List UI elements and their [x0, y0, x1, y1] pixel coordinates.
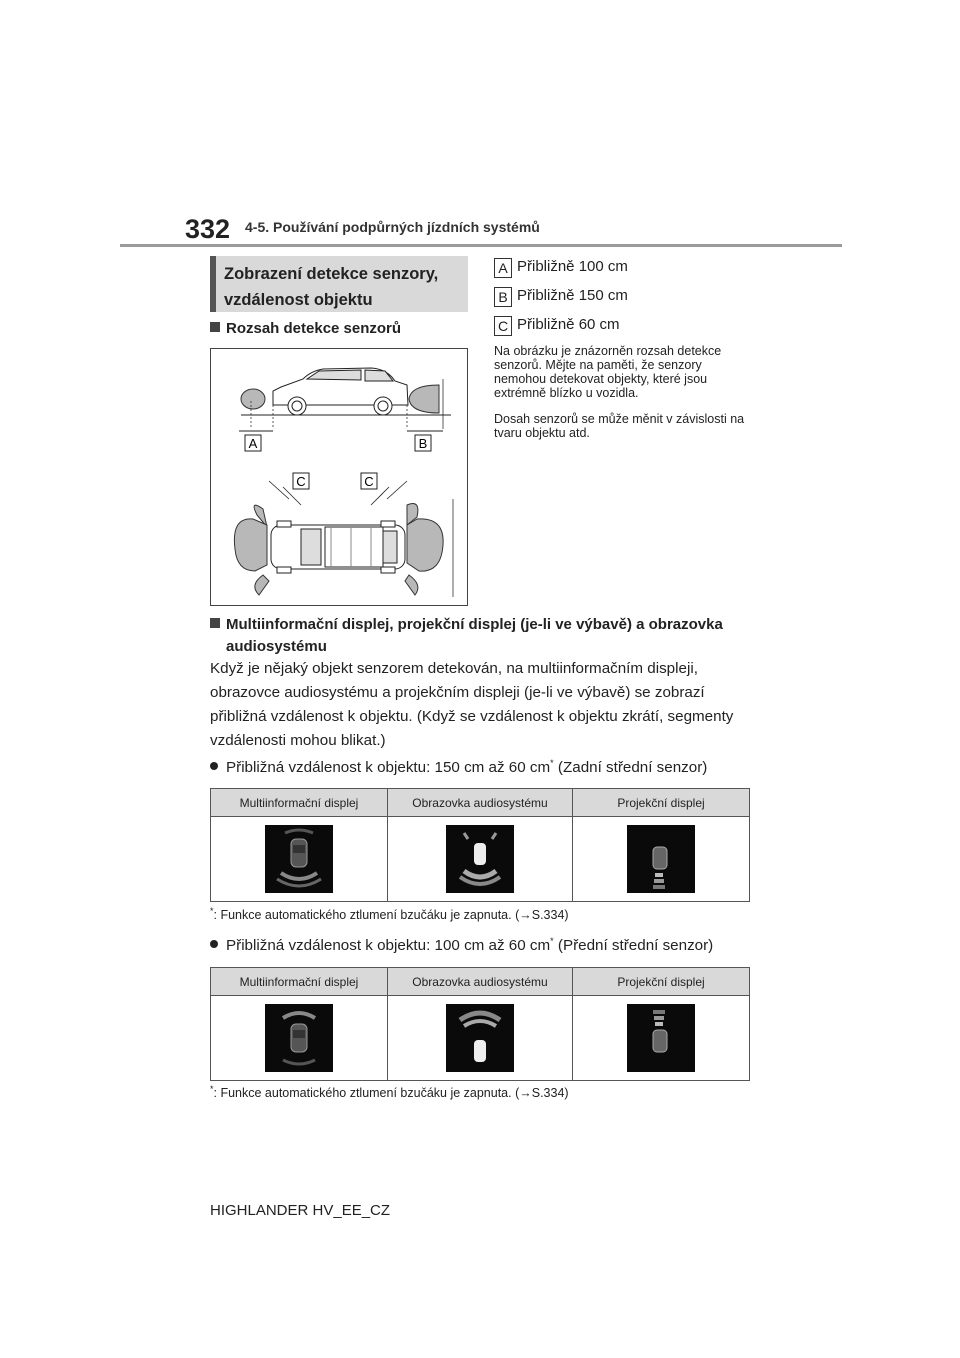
rear-distance-text: Přibližná vzdálenost k objektu: 150 cm až 60 cm [226, 759, 551, 777]
chapter-title: 4-5. Používání podpůrných jízdních systémů [245, 219, 540, 235]
footnote-front-star: * [210, 1084, 214, 1094]
front-multi-info-screen [211, 996, 388, 1081]
footnote-rear-star: * [210, 906, 214, 916]
detection-range-heading-text: Rozsah detekce senzorů [226, 320, 402, 337]
note-range: Na obrázku je znázorněn rozsah detekce senzorů. Mějte na paměti, že senzory nemohou detekovat objekty, které jsou extrémně blízko u vozidla. [494, 344, 722, 400]
front-star: * [550, 936, 554, 946]
footnote-front [210, 1084, 569, 1100]
legend-text-b: Přibližně 150 cm [517, 287, 628, 304]
rear-multi-info-screen [211, 817, 388, 902]
legend-text-c: Přibližně 60 cm [517, 316, 620, 333]
front-audio-screen [388, 996, 573, 1081]
footer-model: HIGHLANDER HV_EE_CZ [210, 1202, 391, 1219]
square-bullet-icon [210, 618, 220, 628]
rear-hud-screen [573, 817, 750, 902]
legend-item-c [494, 316, 620, 336]
rear-hud-display-icon [627, 825, 695, 893]
header-audio: Obrazovka audiosystému [388, 789, 573, 817]
front-hud-display-icon [627, 1004, 695, 1072]
rear-display-table [210, 788, 750, 902]
rear-star: * [550, 758, 554, 768]
legend-text-a: Přibližně 100 cm [517, 258, 628, 275]
sensor-range-diagram [210, 348, 468, 606]
front-multi-info-display-icon [265, 1004, 333, 1072]
front-hud-screen [573, 996, 750, 1081]
note-shape: Dosah senzorů se může měnit v závislosti na tvaru objektu atd. [494, 412, 745, 440]
detection-range-heading [210, 320, 401, 337]
footnote-rear [210, 906, 569, 922]
rear-distance-suffix: (Zadní střední senzor) [553, 759, 708, 777]
legend-letter-a: A [494, 258, 512, 278]
legend-item-a [494, 258, 628, 278]
front-distance-bullet [210, 936, 713, 954]
legend-letter-c: C [494, 316, 512, 336]
front-distance-suffix: (Přední střední senzor) [553, 937, 714, 955]
header-multi-info: Multiinformační displej [211, 968, 388, 996]
legend-item-b [494, 287, 628, 307]
rear-multi-info-display-icon [265, 825, 333, 893]
header-audio: Obrazovka audiosystému [388, 968, 573, 996]
label-c-left: C [296, 474, 306, 489]
footnote-rear-text: : Funkce automatického ztlumení bzučáku je zapnuta. (→S.334) [213, 908, 569, 923]
header-hud: Projekční displej [573, 968, 750, 996]
header-rule [120, 244, 842, 247]
bullet-dot-icon [210, 940, 218, 948]
rear-audio-display-icon [446, 825, 514, 893]
front-display-table [210, 967, 750, 1081]
legend-letter-b: B [494, 287, 512, 307]
square-bullet-icon [210, 322, 220, 332]
front-distance-text: Přibližná vzdálenost k objektu: 100 cm až 60 cm [226, 937, 551, 955]
car-top-view-icon [271, 521, 405, 573]
label-b: B [418, 436, 428, 451]
displays-paragraph: Když je nějaký objekt senzorem detekován, na multiinformačním displeji, obrazovce audiosystému a projekčním displeji (je-li ve výbavě) se zobrazí přibližná vzdálenost k objektu. (Když se vzdálenost k objektu zkrátí, segmenty vzdálenosti mohou blikat.) [210, 660, 734, 749]
label-c-right: C [364, 474, 374, 489]
displays-heading [210, 614, 755, 658]
displays-heading-line1: Multiinformační displej, projekční displej (je-li ve výbavě) a obrazovka [226, 616, 723, 633]
label-a: A [248, 436, 258, 451]
page-number: 332 [185, 214, 231, 244]
footnote-front-text: : Funkce automatického ztlumení bzučáku je zapnuta. (→S.334) [213, 1086, 569, 1101]
front-audio-display-icon [446, 1004, 514, 1072]
rear-audio-screen [388, 817, 573, 902]
section-heading-line2: vzdálenost objektu [224, 291, 373, 309]
bullet-dot-icon [210, 762, 218, 770]
header-multi-info: Multiinformační displej [211, 789, 388, 817]
rear-distance-bullet [210, 758, 707, 776]
section-heading [210, 256, 468, 312]
section-heading-line1: Zobrazení detekce senzory, [224, 265, 439, 283]
displays-heading-line2: audiosystému [226, 638, 327, 655]
header-hud: Projekční displej [573, 789, 750, 817]
